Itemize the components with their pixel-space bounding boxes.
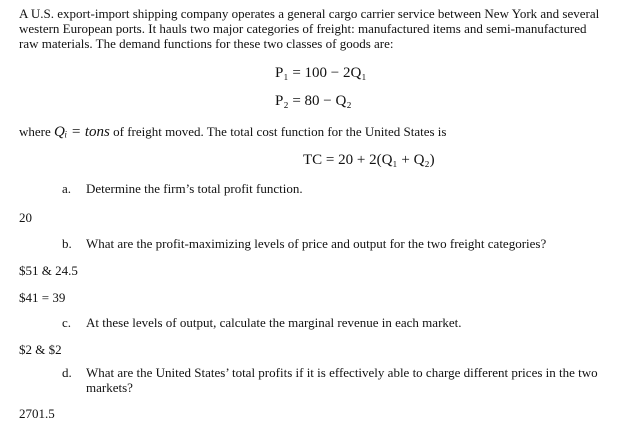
answer-b-output: $41 = 39 xyxy=(19,290,66,305)
question-b xyxy=(62,236,546,251)
question-text: Determine the firm’s total profit function. xyxy=(86,181,303,196)
demand-equation-1: P₁ = 100 − 2Q₁ xyxy=(275,65,367,81)
question-d xyxy=(62,365,607,395)
question-label: b. xyxy=(62,236,72,251)
problem-intro: A U.S. export-import shipping company operates a general cargo carrier service between New York and several western European ports. It hauls two major categories of freight: manufactured items and semi-manufactured raw materials. The demand functions for these two classes of goods are: xyxy=(19,6,600,51)
demand-equation-2: P₂ = 80 − Q₂ xyxy=(275,93,352,109)
where-prefix: where xyxy=(19,124,51,139)
question-text: At these levels of output, calculate the marginal revenue in each market. xyxy=(86,315,462,330)
where-variable: Qᵢ = tons xyxy=(54,124,110,140)
variable-definition xyxy=(19,124,446,140)
question-c xyxy=(62,315,462,330)
question-a xyxy=(62,181,303,196)
where-suffix: of freight moved. The total cost function for the United States is xyxy=(113,124,447,139)
question-label: d. xyxy=(62,365,72,380)
question-label: a. xyxy=(62,181,72,196)
answer-b-price: $51 & 24.5 xyxy=(19,263,78,278)
question-text: What are the United States’ total profits if it is effectively able to charge different prices in the two markets? xyxy=(86,365,598,395)
total-cost-equation: TC = 20 + 2(Q₁ + Q₂) xyxy=(303,152,435,168)
question-label: c. xyxy=(62,315,72,330)
question-text: What are the profit-maximizing levels of price and output for the two freight categories? xyxy=(86,236,547,251)
answer-c: $2 & $2 xyxy=(19,342,62,357)
answer-a: 20 xyxy=(19,210,32,225)
answer-d: 2701.5 xyxy=(19,406,55,421)
